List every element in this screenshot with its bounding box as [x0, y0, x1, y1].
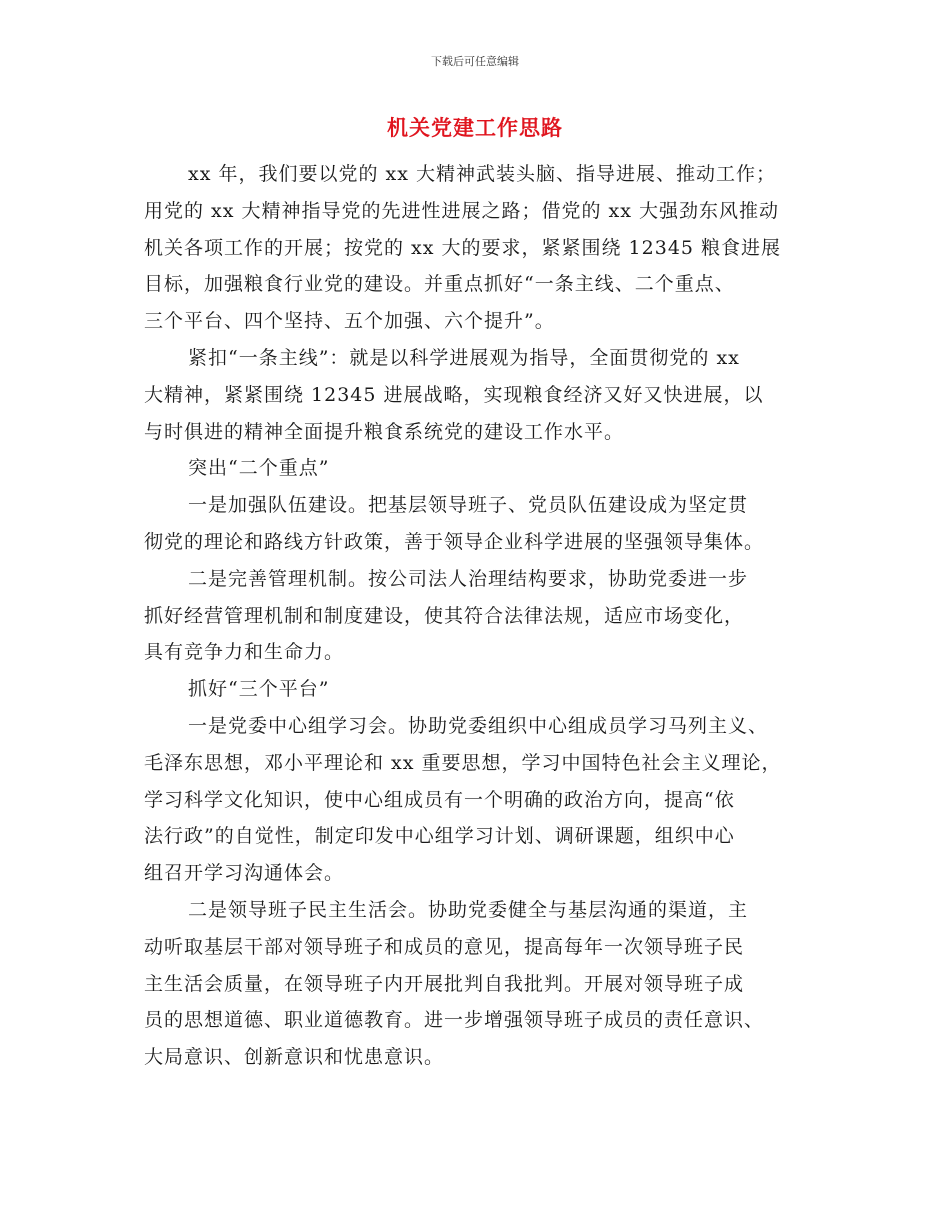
text-line: 法行政”的自觉性，制定印发中心组学习计划、调研课题，组织中心: [144, 825, 735, 848]
document-body: [144, 156, 814, 1076]
text-line: 员的思想道德、职业道德教育。进一步增强领导班子成员的责任意识、: [144, 1009, 765, 1032]
text-line: 用党的 xx 大精神指导党的先进性进展之路；借党的 xx 大强劲东风推动: [144, 199, 780, 222]
text-line: 与时俱进的精神全面提升粮食系统党的建设工作水平。: [144, 420, 625, 443]
text-line: 具有竞争力和生命力。: [144, 641, 345, 664]
text-line: 组召开学习沟通体会。: [144, 862, 345, 885]
text-line: 紧扣“一条主线”：就是以科学进展观为指导，全面贯彻党的 xx: [188, 346, 740, 369]
text-line: 一是党委中心组学习会。协助党委组织中心组成员学习马列主义、: [188, 714, 769, 737]
text-line: 动听取基层干部对领导班子和成员的意见，提高每年一次领导班子民: [144, 935, 745, 958]
text-line: 二是完善管理机制。按公司法人治理结构要求，协助党委进一步: [188, 567, 749, 590]
text-line: 目标，加强粮食行业党的建设。并重点抓好“一条主线、二个重点、: [144, 273, 735, 296]
text-line: 大局意识、创新意识和忧患意识。: [144, 1046, 445, 1069]
text-line: 突出“二个重点”: [188, 457, 330, 480]
text-line: 二是领导班子民主生活会。协助党委健全与基层沟通的渠道，主: [188, 898, 749, 921]
text-line: 毛泽东思想，邓小平理论和 xx 重要思想，学习中国特色社会主义理论，: [144, 751, 782, 774]
header-note: 下载后可任意编辑: [431, 55, 519, 68]
text-line: 机关各项工作的开展；按党的 xx 大的要求，紧紧围绕 12345 粮食进展: [144, 236, 782, 259]
document-title: 机关党建工作思路: [387, 116, 563, 140]
text-line: 主生活会质量，在领导班子内开展批判自我批判。开展对领导班子成: [144, 972, 745, 995]
text-line: 彻党的理论和路线方针政策，善于领导企业科学进展的坚强领导集体。: [144, 530, 765, 553]
text-line: xx 年，我们要以党的 xx 大精神武装头脑、指导进展、推动工作；: [188, 163, 776, 185]
text-line: 三个平台、四个坚持、五个加强、六个提升”。: [144, 310, 555, 333]
text-line: 抓好经营管理机制和制度建设，使其符合法律法规，适应市场变化，: [144, 604, 745, 627]
text-line: 一是加强队伍建设。把基层领导班子、党员队伍建设成为坚定贯: [188, 494, 749, 517]
text-line: 学习科学文化知识，使中心组成员有一个明确的政治方向，提高“依: [144, 788, 735, 811]
text-line: 大精神，紧紧围绕 12345 进展战略，实现粮食经济又好又快进展，以: [144, 383, 764, 406]
text-line: 抓好“三个平台”: [188, 678, 330, 701]
